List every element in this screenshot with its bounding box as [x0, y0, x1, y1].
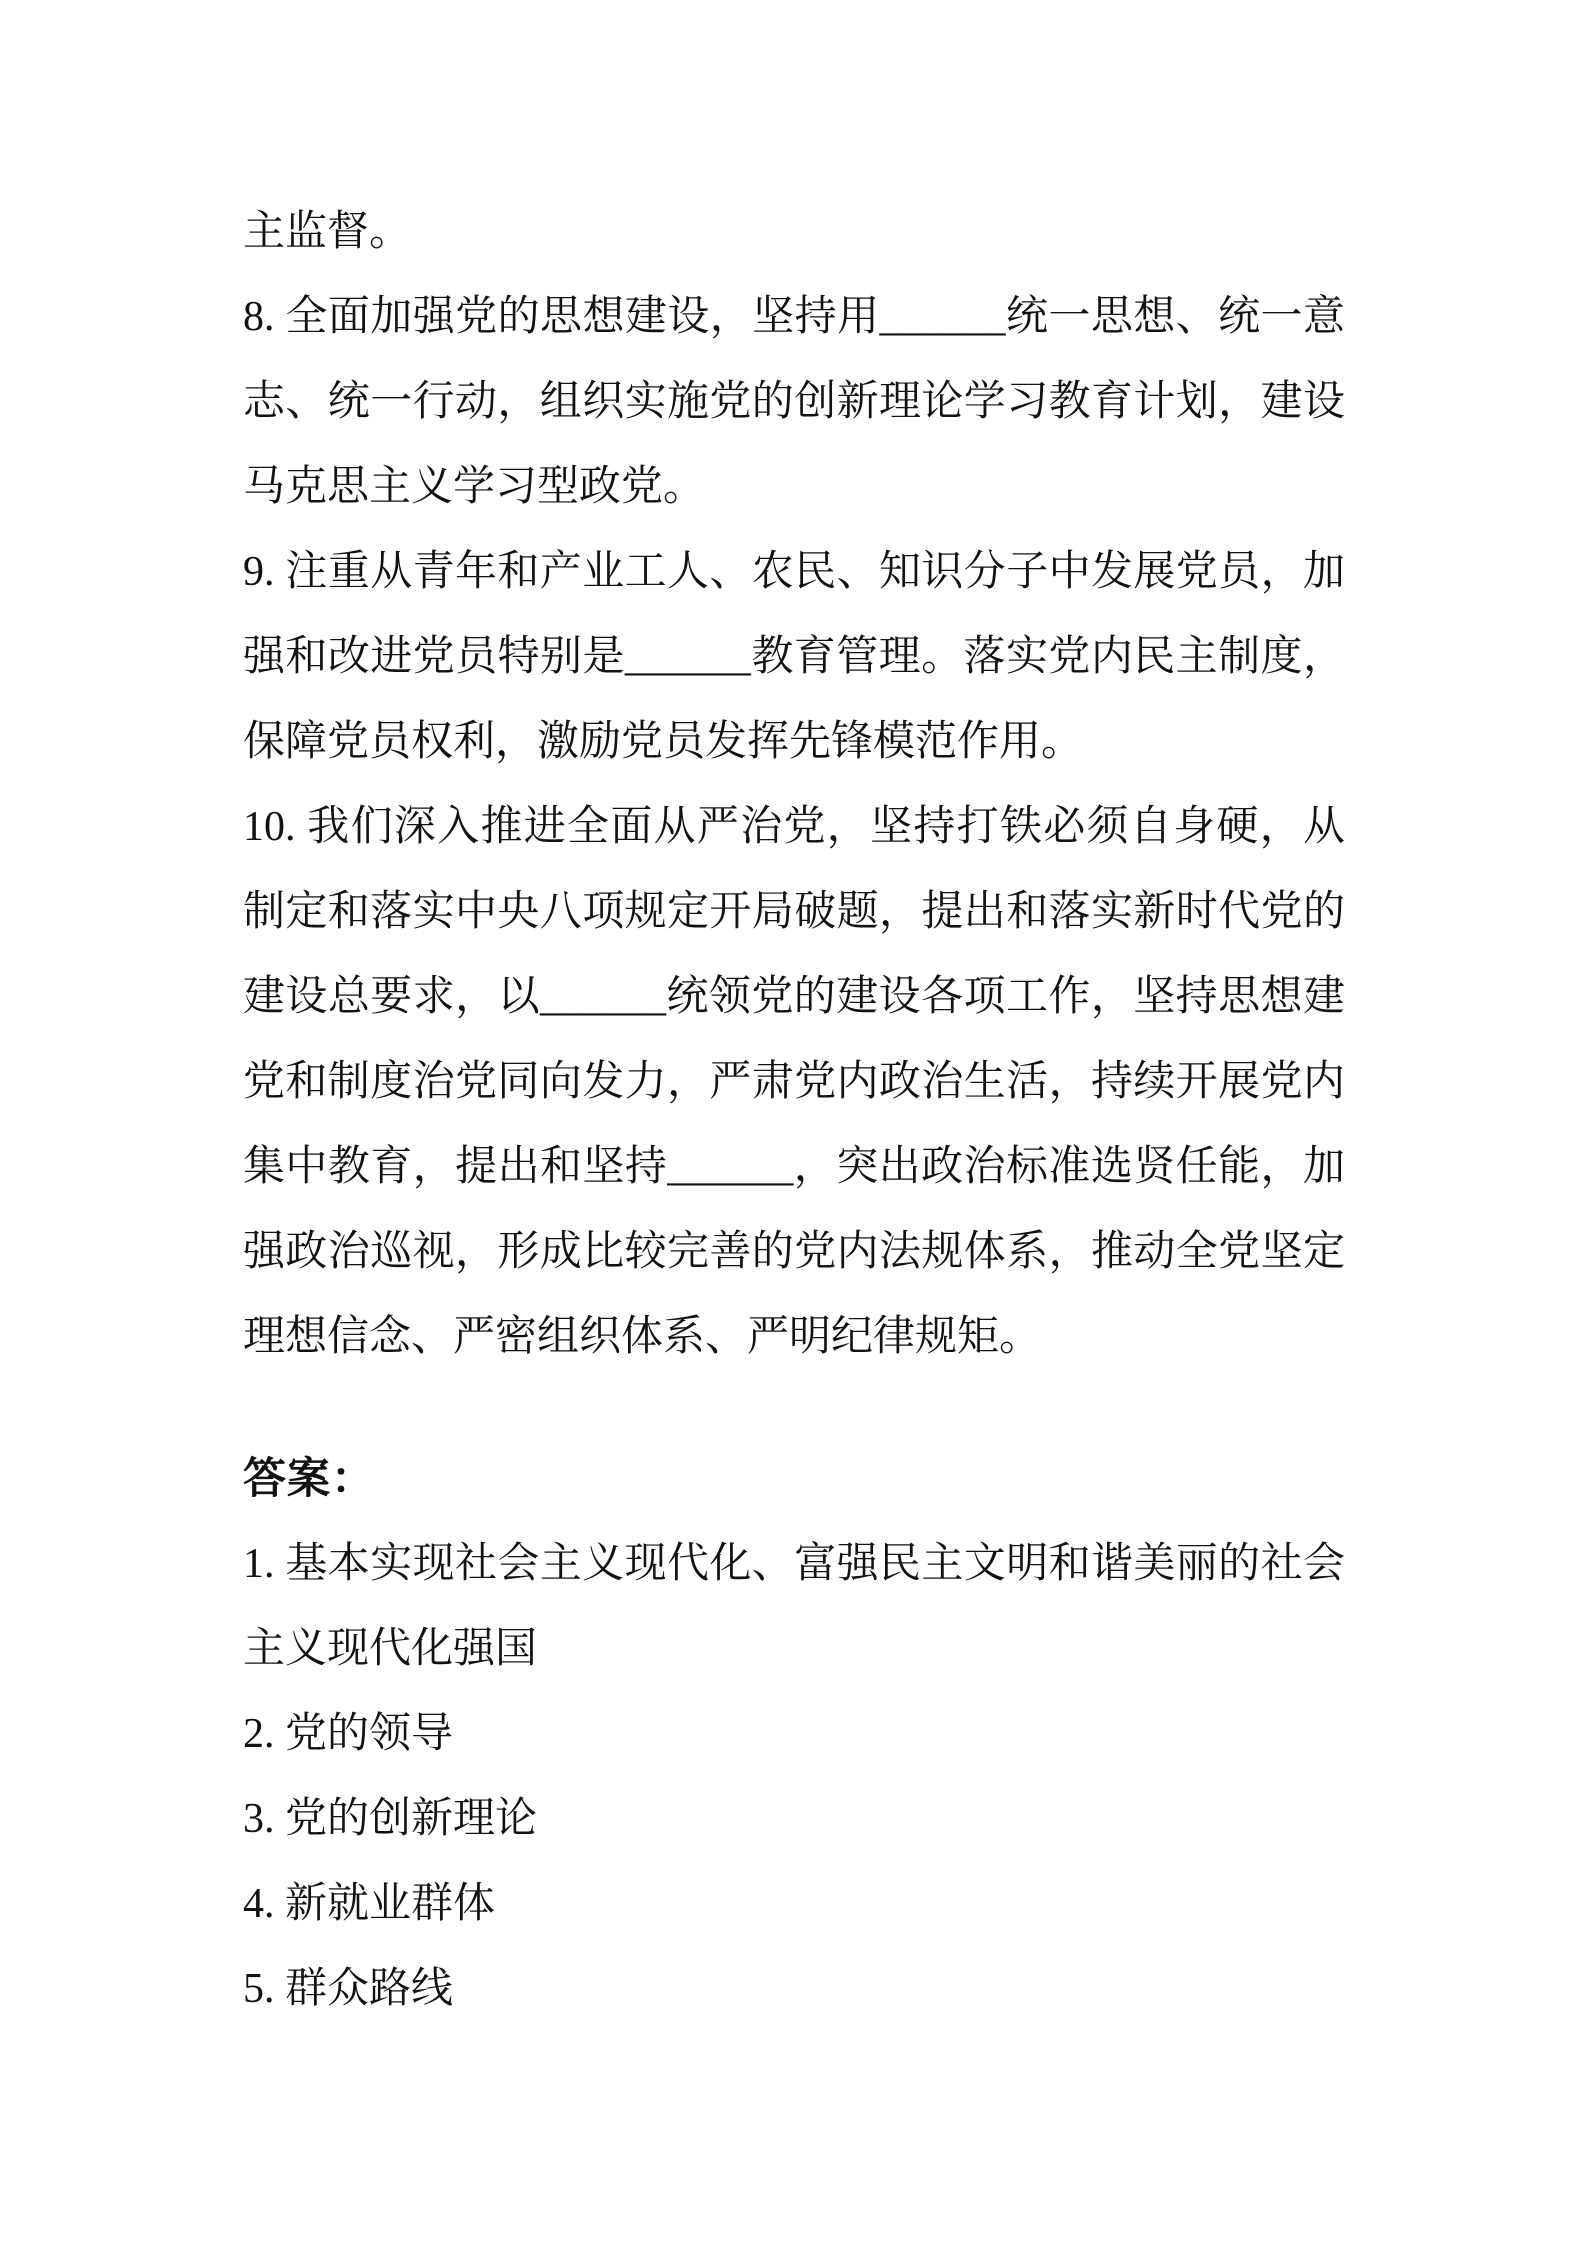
questions-section: [243, 190, 1345, 1380]
text-line: 集中教育，提出和坚持______，突出政治标准选贤任能，加: [243, 1144, 1345, 1190]
answers-heading: 答案：: [243, 1455, 375, 1503]
text-line: 主义现代化强国: [243, 1626, 538, 1672]
text-line: 5. 群众路线: [243, 1966, 454, 2012]
text-line: 强政治巡视，形成比较完善的党内法规体系，推动全党坚定: [243, 1229, 1345, 1275]
text-line: 9. 注重从青年和产业工人、农民、知识分子中发展党员，加: [243, 549, 1345, 595]
text-line: 10. 我们深入推进全面从严治党，坚持打铁必须自身硬，从: [243, 804, 1345, 850]
text-line: 志、统一行动，组织实施党的创新理论学习教育计划，建设: [243, 379, 1345, 425]
text-line: 2. 党的领导: [243, 1711, 454, 1757]
text-line: 党和制度治党同向发力，严肃党内政治生活，持续开展党内: [243, 1059, 1345, 1105]
text-line: 主监督。: [243, 209, 412, 255]
text-line: 制定和落实中央八项规定开局破题，提出和落实新时代党的: [243, 889, 1345, 935]
text-line: 强和改进党员特别是______教育管理。落实党内民主制度，: [243, 634, 1345, 680]
text-line: 1. 基本实现社会主义现代化、富强民主文明和谐美丽的社会: [243, 1541, 1345, 1587]
answers-section: [243, 1522, 1345, 2032]
text-line: 3. 党的创新理论: [243, 1796, 538, 1842]
text-line: 马克思主义学习型政党。: [243, 464, 706, 510]
text-line: 保障党员权利，激励党员发挥先锋模范作用。: [243, 719, 1084, 765]
text-line: 理想信念、严密组织体系、严明纪律规矩。: [243, 1314, 1042, 1360]
text-line: 8. 全面加强党的思想建设，坚持用______统一思想、统一意: [243, 294, 1345, 340]
section-gap: [243, 1380, 1345, 1437]
text-line: 建设总要求，以______统领党的建设各项工作，坚持思想建: [243, 974, 1345, 1020]
text-line: 4. 新就业群体: [243, 1881, 496, 1927]
document-content: [243, 190, 1345, 2032]
